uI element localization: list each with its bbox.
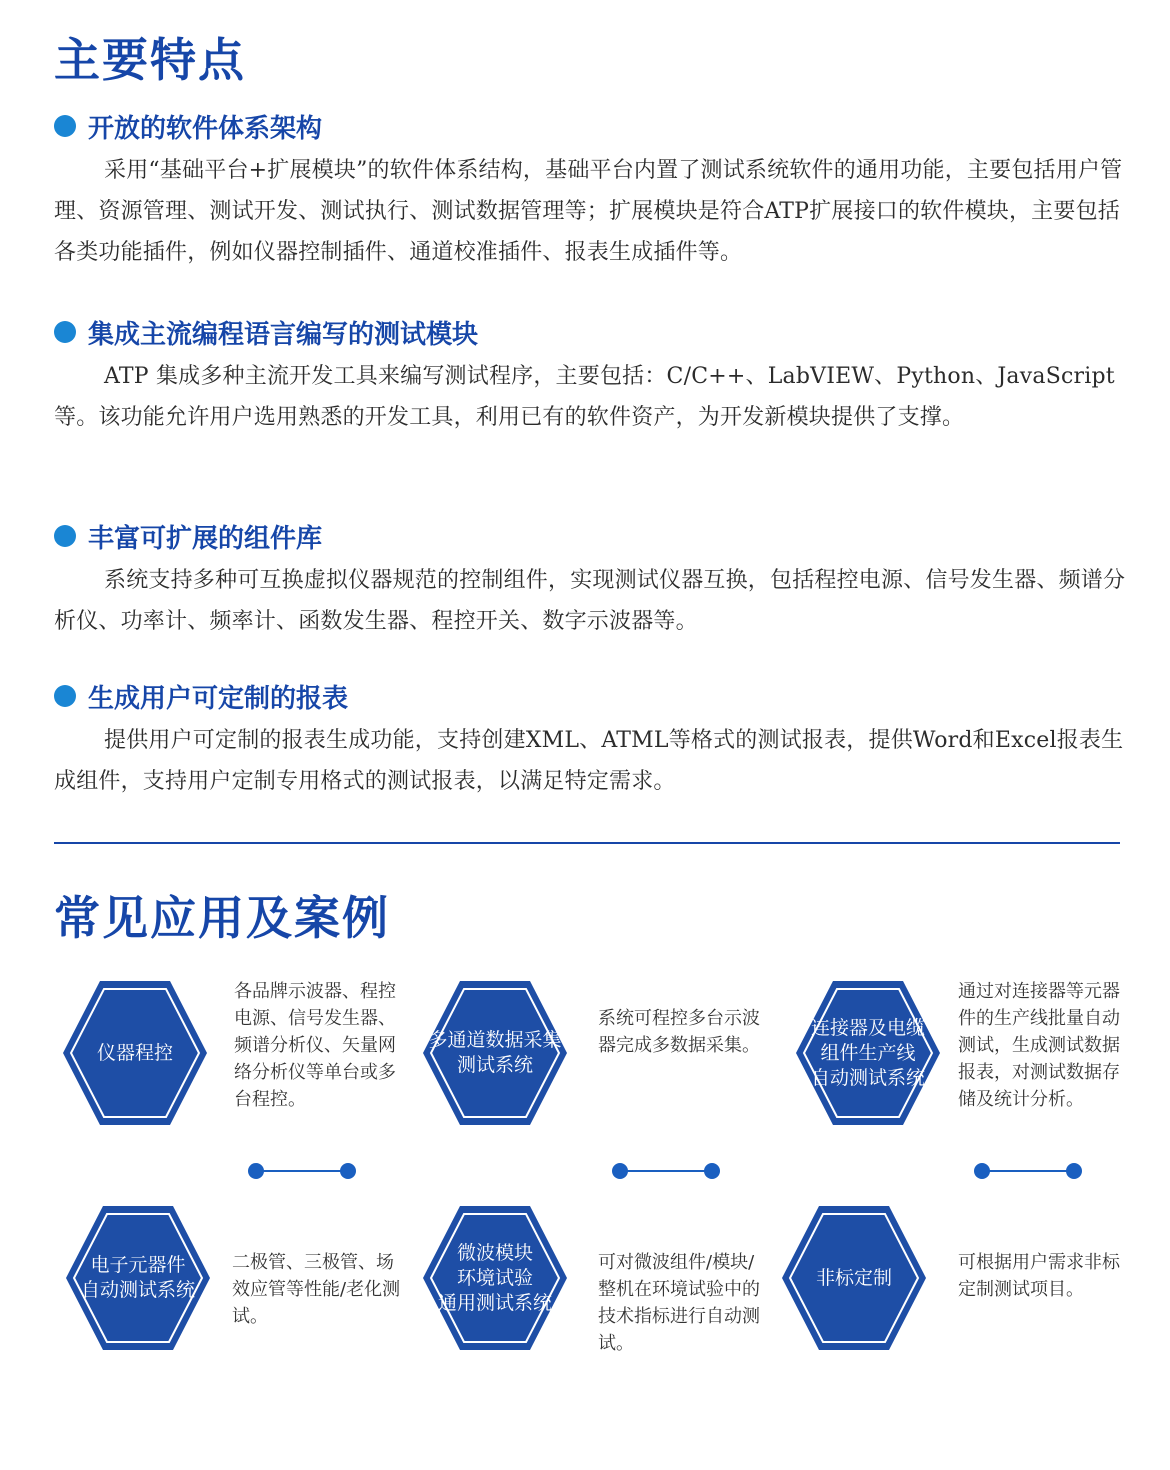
app-label: 电子元器件 自动测试系统 [80, 1254, 195, 1301]
app-hexagon [420, 978, 570, 1128]
bullet-icon [54, 321, 76, 343]
connector-decoration [974, 1162, 1082, 1180]
feature-title: 生成用户可定制的报表 [88, 683, 349, 714]
feature-body: ATP 集成多种主流开发工具来编写测试程序，主要包括：C/C++、LabVIEW、Python、JavaScript等。该功能允许用户选用熟悉的开发工具，利用已有的软件资产，为开发新模块提供了支撑。 [54, 364, 1115, 430]
feature-block [54, 518, 1134, 642]
features-title: 主要特点 [54, 33, 246, 87]
app-description: 各品牌示波器、程控电源、信号发生器、频谱分析仪、矢量网络分析仪等单台或多台程控。 [234, 981, 396, 1110]
feature-block [54, 108, 1134, 273]
app-hexagon [779, 1203, 929, 1353]
connector-decoration [612, 1162, 720, 1180]
app-label: 连接器及电缆 组件生产线 自动测试系统 [810, 1016, 925, 1089]
app-label: 多通道数据采集 测试系统 [428, 1029, 562, 1076]
app-label: 微波模块 环境试验 通用测试系统 [437, 1241, 552, 1314]
app-hexagon [60, 978, 210, 1128]
app-description: 通过对连接器等元器件的生产线批量自动测试，生成测试数据报表，对测试数据存储及统计分析。 [958, 981, 1120, 1110]
app-description: 二极管、三极管、场效应管等性能/老化测试。 [232, 1252, 401, 1327]
app-description: 可根据用户需求非标定制测试项目。 [958, 1252, 1120, 1300]
feature-title: 开放的软件体系架构 [88, 113, 323, 144]
feature-body: 系统支持多种可互换虚拟仪器规范的控制组件，实现测试仪器互换，包括程控电源、信号发生器、频谱分析仪、功率计、频率计、函数发生器、程控开关、数字示波器等。 [54, 568, 1126, 634]
app-description: 可对微波组件/模块/整机在环境试验中的技术指标进行自动测试。 [598, 1252, 760, 1354]
app-description: 系统可程控多台示波器完成多数据采集。 [598, 1008, 760, 1056]
feature-block [54, 314, 1134, 438]
apps-title: 常见应用及案例 [54, 891, 390, 945]
app-label: 仪器程控 [96, 1041, 173, 1064]
app-label: 非标定制 [815, 1266, 892, 1289]
connector-decoration [248, 1162, 356, 1180]
app-hexagon [420, 1203, 570, 1353]
bullet-icon [54, 115, 76, 137]
bullet-icon [54, 525, 76, 547]
app-hexagon [793, 978, 943, 1128]
app-hexagon [63, 1203, 213, 1353]
feature-body: 采用“基础平台+扩展模块”的软件体系结构，基础平台内置了测试系统软件的通用功能，主要包括用户管理、资源管理、测试开发、测试执行、测试数据管理等；扩展模块是符合ATP扩展接口的软件模块，主要包括各类功能插件，例如仪器控制插件、通道校准插件、报表生成插件等。 [54, 158, 1123, 265]
feature-block [54, 678, 1134, 802]
section-divider [54, 842, 1120, 844]
feature-body: 提供用户可定制的报表生成功能，支持创建XML、ATML等格式的测试报表，提供Word和Excel报表生成组件，支持用户定制专用格式的测试报表，以满足特定需求。 [54, 728, 1124, 794]
feature-title: 丰富可扩展的组件库 [88, 523, 323, 554]
feature-title: 集成主流编程语言编写的测试模块 [88, 319, 479, 350]
bullet-icon [54, 685, 76, 707]
